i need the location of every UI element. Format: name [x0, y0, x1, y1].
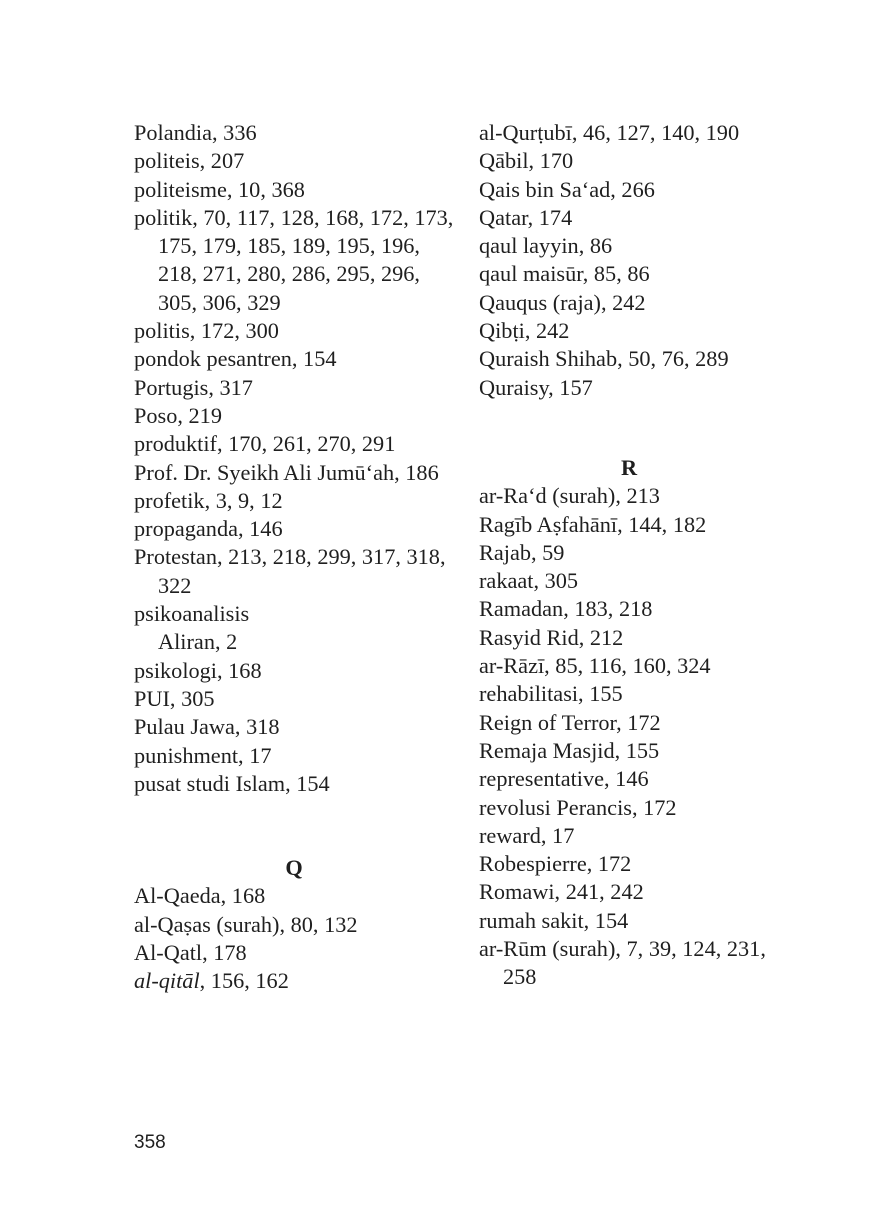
index-subentry: Aliran, 2: [158, 629, 238, 655]
index-entry: rehabilitasi, 155: [479, 681, 623, 707]
index-column-left: [134, 119, 454, 996]
index-entry: reward, 17: [479, 822, 575, 848]
index-entry: Quraisy, 157: [479, 374, 593, 400]
index-entry: Ragīb Aṣfahānī, 144, 182: [479, 511, 707, 537]
index-entry: psikologi, 168: [134, 657, 262, 683]
index-entry: Poso, 219: [134, 402, 222, 428]
index-entry: rakaat, 305: [479, 568, 579, 594]
index-entry: propaganda, 146: [134, 516, 283, 542]
index-entry: Al-Qatl, 178: [134, 940, 247, 966]
index-entry: Reign of Terror, 172: [479, 709, 661, 735]
index-entry: punishment, 17: [134, 742, 272, 768]
index-entry-qital: [134, 967, 454, 995]
index-entry: PUI, 305: [134, 685, 215, 711]
index-entry: pusat studi Islam, 154: [134, 770, 330, 796]
index-entry: produktif, 170, 261, 270, 291: [134, 431, 396, 457]
index-entry: politis, 172, 300: [134, 318, 279, 344]
index-entry: Qābil, 170: [479, 148, 574, 174]
index-entry: Ramadan, 183, 218: [479, 596, 653, 622]
index-column-right: [479, 119, 779, 992]
index-entry: Qauqus (raja), 242: [479, 289, 646, 315]
page-number: 358: [134, 1132, 166, 1153]
index-entry: Protestan, 213, 218, 299, 317, 318, 322: [134, 544, 446, 598]
index-entry: pondok pesantren, 154: [134, 346, 337, 372]
index-entry: Al-Qaeda, 168: [134, 883, 266, 909]
index-entry: revolusi Perancis, 172: [479, 794, 677, 820]
index-entry: ar-Ra‘d (surah), 213: [479, 483, 660, 509]
index-entry: Qatar, 174: [479, 204, 573, 230]
index-entry: al-Qaṣas (surah), 80, 132: [134, 911, 358, 937]
index-entry: Portugis, 317: [134, 374, 253, 400]
qital-term: al-qitāl: [134, 968, 200, 994]
index-entry: qaul maisūr, 85, 86: [479, 261, 650, 287]
index-entry: Remaja Masjid, 155: [479, 737, 660, 763]
index-entry: Romawi, 241, 242: [479, 879, 644, 905]
index-entry: Robespierre, 172: [479, 851, 632, 877]
index-entry: rumah sakit, 154: [479, 907, 629, 933]
index-entry: profetik, 3, 9, 12: [134, 487, 283, 513]
index-entry: Qais bin Sa‘ad, 266: [479, 176, 655, 202]
index-entry: al-Qurṭubī, 46, 127, 140, 190: [479, 120, 740, 145]
index-entry: politeis, 207: [134, 148, 245, 174]
index-entry: Rajab, 59: [479, 539, 565, 565]
index-entry: Qibṭi, 242: [479, 318, 570, 344]
index-entry: politeisme, 10, 368: [134, 176, 305, 202]
index-entry: psikoanalisis: [134, 601, 250, 627]
qital-pages: , 156, 162: [199, 968, 289, 994]
index-entry: qaul layyin, 86: [479, 233, 613, 259]
index-entry: Rasyid Rid, 212: [479, 624, 624, 650]
index-entry: Prof. Dr. Syeikh Ali Jumū‘ah, 186: [134, 459, 439, 485]
section-heading-q: Q: [285, 855, 303, 881]
index-entry: representative, 146: [479, 766, 649, 792]
index-entry: ar-Rāzī, 85, 116, 160, 324: [479, 653, 711, 679]
index-entry: Pulau Jawa, 318: [134, 714, 280, 740]
index-entry: ar-Rūm (surah), 7, 39, 124, 231, 258: [479, 936, 766, 990]
section-heading-r: R: [620, 454, 638, 480]
index-entry: Quraish Shihab, 50, 76, 289: [479, 346, 729, 372]
index-entry: Polandia, 336: [134, 120, 257, 145]
index-entry: politik, 70, 117, 128, 168, 172, 173, 175, 179, 185, 189, 195, 196, 218, 271, 280, 286, 295, 296, 305, 306, 329: [134, 204, 454, 315]
